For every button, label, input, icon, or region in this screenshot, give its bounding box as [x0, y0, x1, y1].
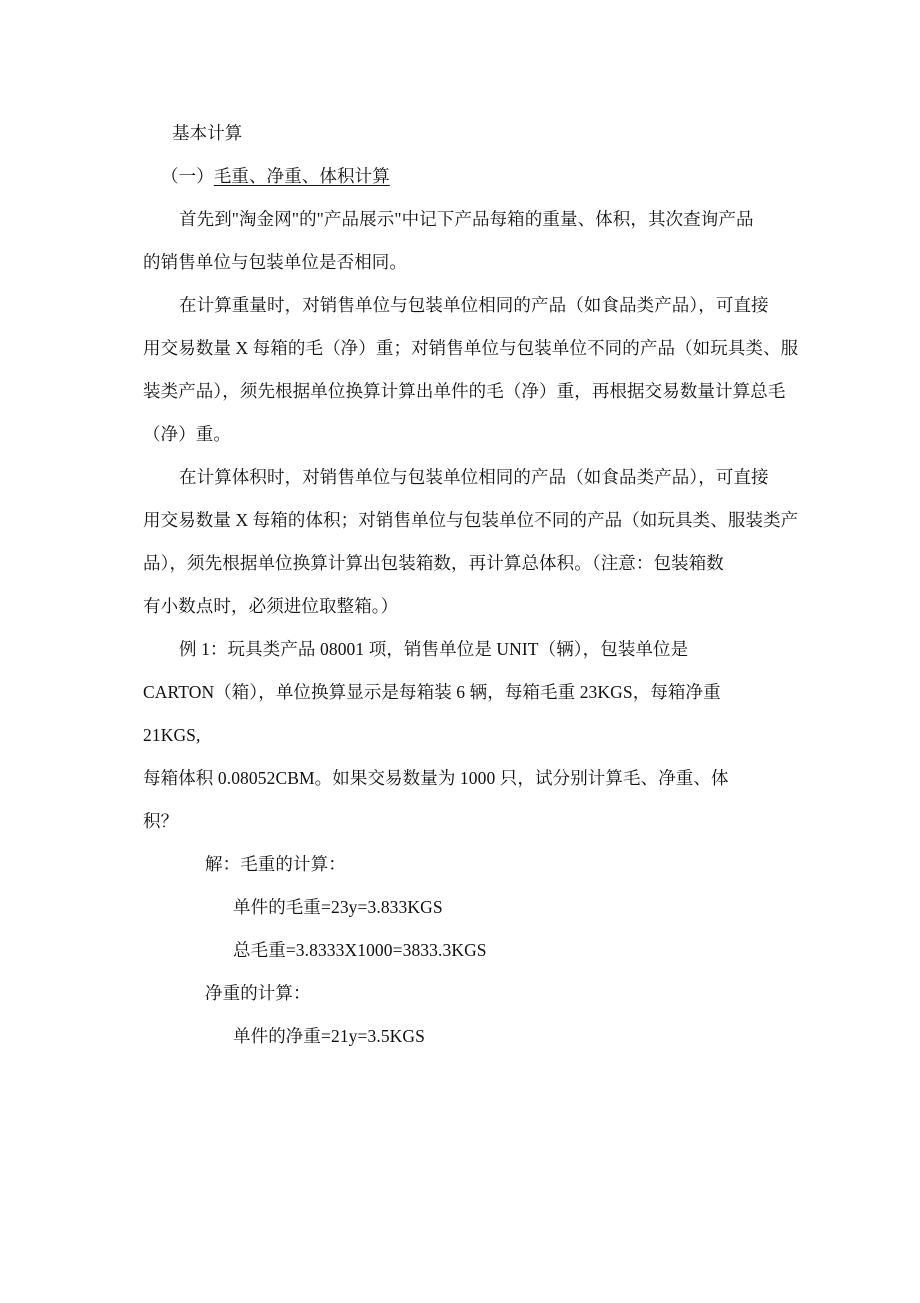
paragraph-line: 用交易数量 X 每箱的体积；对销售单位与包装单位不同的产品（如玩具类、服装类产 — [143, 510, 799, 530]
paragraph-line: CARTON（箱），单位换算显示是每箱装 6 辆，每箱毛重 23KGS，每箱净重 — [143, 682, 721, 702]
page-title: 基本计算 — [172, 123, 243, 143]
solution-block — [143, 843, 791, 1058]
weight-rule-paragraph — [143, 284, 799, 456]
paragraph-line: 有小数点时，必须进位取整箱。） — [143, 596, 399, 616]
solution-label-gross: 解：毛重的计算： — [205, 854, 346, 874]
paragraph-line: 装类产品），须先根据单位换算计算出单件的毛（净）重，再根据交易数量计算总毛 — [143, 381, 786, 401]
section-heading — [143, 155, 791, 198]
paragraph-line: 例 1：玩具类产品 08001 项，销售单位是 UNIT（辆），包装单位是 — [179, 639, 689, 659]
formula-unit-gross-weight: 单件的毛重=23y=3.833KGS — [233, 897, 443, 917]
paragraph-line: 的销售单位与包装单位是否相同。 — [143, 252, 407, 272]
section-heading-text: 毛重、净重、体积计算 — [213, 166, 390, 186]
document-body — [143, 112, 799, 1058]
paragraph-line: 首先到"淘金网"的"产品展示"中记下产品每箱的重量、体积，其次查询产品 — [179, 209, 754, 229]
paragraph-line: 在计算体积时，对销售单位与包装单位相同的产品（如食品类产品），可直接 — [179, 467, 769, 487]
paragraph-line: 积？ — [143, 811, 179, 831]
paragraph-line: 品），须先根据单位换算计算出包装箱数，再计算总体积。（注意：包装箱数 — [143, 553, 724, 573]
paragraph-line: （净）重。 — [143, 424, 231, 444]
paragraph-line: 用交易数量 X 每箱的毛（净）重；对销售单位与包装单位不同的产品（如玩具类、服 — [143, 338, 799, 358]
paragraph-line: 每箱体积 0.08052CBM。如果交易数量为 1000 只，试分别计算毛、净重、体 — [143, 768, 729, 788]
volume-rule-paragraph — [143, 456, 799, 628]
solution-label-net: 净重的计算： — [205, 983, 311, 1003]
section-heading-number: （一） — [161, 166, 214, 186]
formula-total-gross-weight: 总毛重=3.8333X1000=3833.3KGS — [233, 940, 487, 960]
paragraph-line: 在计算重量时，对销售单位与包装单位相同的产品（如食品类产品），可直接 — [179, 295, 769, 315]
example-paragraph — [143, 628, 791, 843]
paragraph-line: 21KGS, — [143, 725, 201, 745]
formula-unit-net-weight: 单件的净重=21y=3.5KGS — [233, 1026, 425, 1046]
intro-paragraph — [143, 198, 791, 284]
